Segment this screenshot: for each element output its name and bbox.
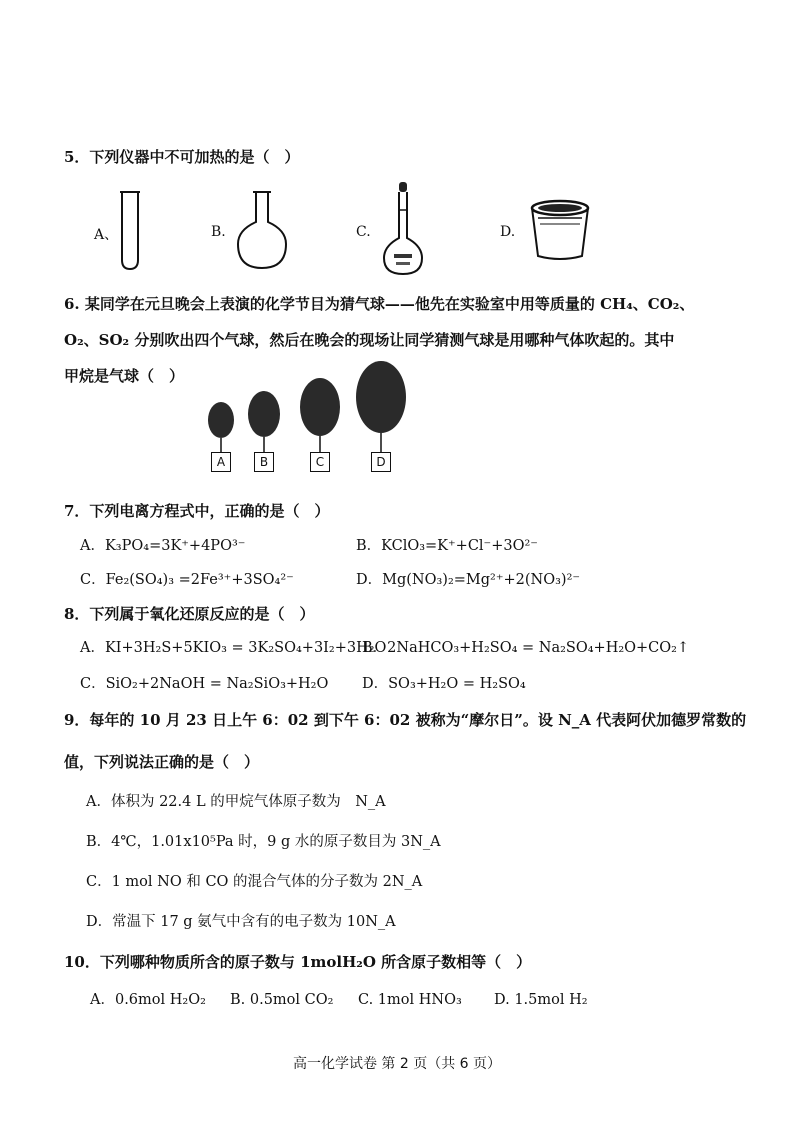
q9-stem-line1: 9．每年的 10 月 23 日上午 6：02 到下午 6：02 被称为“摩尔日”。设 N_A 代表阿伏加德罗常数的 xyxy=(64,711,747,729)
balloon-c-icon xyxy=(300,378,340,436)
balloon-b-icon xyxy=(248,391,280,437)
balloon-label-c: C xyxy=(310,452,330,472)
balloon-label-a: A xyxy=(211,452,231,472)
q8-option-d: D．SO₃+H₂O = H₂SO₄ xyxy=(362,676,526,692)
q10-option-a: A．0.6mol H₂O₂ xyxy=(90,992,206,1008)
q5-option-c-label: C. xyxy=(356,224,371,240)
q9-stem-line2: 值，下列说法正确的是（ ） xyxy=(64,753,260,771)
q5-stem: 5．下列仪器中不可加热的是（ ） xyxy=(64,148,300,166)
q9-option-b: B．4℃，1.01x10⁵Pa 时，9 g 水的原子数目为 3N_A xyxy=(86,834,441,850)
q7-option-a: A．K₃PO₄=3K⁺+4PO³⁻ xyxy=(80,538,246,554)
q6-stem-line2: O₂、SO₂ 分别吹出四个气球，然后在晚会的现场让同学猜测气球是用哪种气体吹起的。其中 xyxy=(64,331,675,349)
q6-stem-line1: 6. 某同学在元旦晚会上表演的化学节目为猜气球——他先在实验室中用等质量的 CH₄、CO₂、 xyxy=(64,295,695,313)
q9-option-c: C．1 mol NO 和 CO 的混合气体的分子数为 2N_A xyxy=(86,874,423,890)
q7-option-b: B．KClO₃=K⁺+Cl⁻+3O²⁻ xyxy=(356,538,538,554)
balloons-figure xyxy=(200,360,420,456)
q8-option-b: B．2NaHCO₃+H₂SO₄ = Na₂SO₄+H₂O+CO₂↑ xyxy=(362,640,690,656)
q8-option-c: C．SiO₂+2NaOH = Na₂SiO₃+H₂O xyxy=(80,676,329,692)
q7-option-d: D．Mg(NO₃)₂=Mg²⁺+2(NO₃)²⁻ xyxy=(356,572,581,588)
q5-option-b-label: B. xyxy=(211,224,226,240)
test-tube-icon xyxy=(118,190,142,272)
q10-option-c: C. 1mol HNO₃ xyxy=(358,992,462,1008)
volumetric-flask-icon xyxy=(380,180,426,276)
q10-stem: 10．下列哪种物质所含的原子数与 1molH₂O 所含原子数相等（ ） xyxy=(64,953,532,971)
q6-stem-line3: 甲烷是气球（ ） xyxy=(64,367,185,385)
q9-option-d: D．常温下 17 g 氨气中含有的电子数为 10N_A xyxy=(86,914,396,930)
q10-option-b: B. 0.5mol CO₂ xyxy=(230,992,334,1008)
q7-option-c: C．Fe₂(SO₄)₃ =2Fe³⁺+3SO₄²⁻ xyxy=(80,572,294,588)
q5-option-d-label: D. xyxy=(500,224,516,240)
crucible-icon xyxy=(528,198,592,262)
balloon-a-icon xyxy=(208,402,234,438)
q7-stem: 7．下列电离方程式中，正确的是（ ） xyxy=(64,502,330,520)
page-footer: 高一化学试卷 第 2 页（共 6 页） xyxy=(292,1056,502,1072)
q8-option-a: A．KI+3H₂S+5KIO₃ = 3K₂SO₄+3I₂+3H₂O xyxy=(80,640,387,656)
q8-stem: 8．下列属于氧化还原反应的是（ ） xyxy=(64,605,315,623)
q5-option-a-label: A、 xyxy=(94,227,119,243)
balloon-d-icon xyxy=(356,361,406,433)
balloon-label-b: B xyxy=(254,452,274,472)
q10-option-d: D. 1.5mol H₂ xyxy=(494,992,588,1008)
q9-option-a: A．体积为 22.4 L 的甲烷气体原子数为 N_A xyxy=(86,794,386,810)
round-bottom-flask-icon xyxy=(234,190,290,272)
balloon-label-d: D xyxy=(371,452,391,472)
